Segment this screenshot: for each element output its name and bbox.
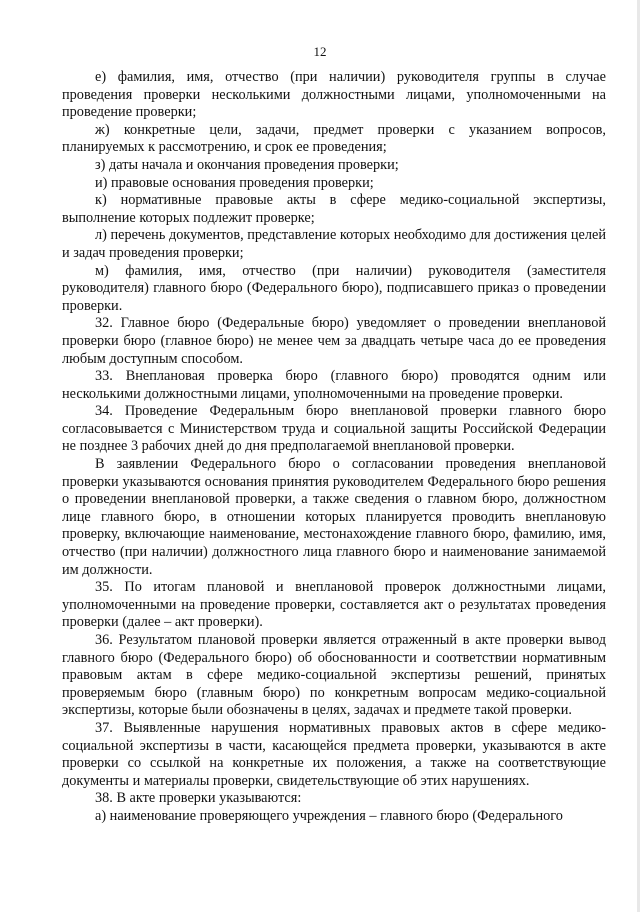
item-m: м) фамилия, имя, отчество (при наличии) руководителя (заместителя руководителя) главного бюро (Федерального бюро), подписавшего приказ о проведении проверки. — [62, 262, 606, 314]
item-e: е) фамилия, имя, отчество (при наличии) руководителя группы в случае проведения проверки несколькими должностными лицами, уполномоченными на проведение проверки; — [62, 69, 606, 121]
clause-37: 37. Выявленные нарушения нормативных правовых актов в сфере медико-социальной экспертизы в части, касающейся предмета проверки, указываются в акте проверки со ссылкой на конкретные их положения, а также на соответствующие документы и материалы проверки, свидетельствующие об этих нарушениях. — [62, 719, 606, 789]
item-zh: ж) конкретные цели, задачи, предмет проверки с указанием вопросов, планируемых к рассмотрению, и срок ее проведения; — [62, 121, 606, 156]
item-i: и) правовые основания проведения проверки; — [95, 174, 374, 191]
clause-38: 38. В акте проверки указываются: — [95, 790, 302, 807]
clause-35: 35. По итогам плановой и внеплановой проверок должностными лицами, уполномоченными на проведение проверки, составляется акт о результатах проведения проверки (далее – акт проверки). — [62, 579, 606, 631]
clause-34-application: В заявлении Федерального бюро о согласовании проведения внеплановой проверки указываются основания принятия руководителем Федерального бюро решения о проведении внеплановой проверки, а также сведения о главном бюро, должностном лице главного бюро, в отношении которых планируется проводить внеплановую проверку, включающие наименование, местонахождение главного бюро, фамилию, имя, отчество (при наличии) должностного лица главного бюро и наименование занимаемой им должности. — [62, 456, 606, 578]
document-body — [62, 69, 606, 826]
clause-33: 33. Внеплановая проверка бюро (главного бюро) проводятся одним или несколькими должностными лицами, уполномоченными на проведение проверки. — [62, 368, 606, 402]
item-z: з) даты начала и окончания проведения проверки; — [95, 156, 399, 173]
clause-38-item-a: а) наименование проверяющего учреждения – главного бюро (Федерального — [95, 807, 563, 824]
clause-34: 34. Проведение Федеральным бюро внеплановой проверки главного бюро согласовывается с Министерством труда и социальной защиты Российской Федерации не позднее 3 рабочих дней до дня предполагаемой внеплановой проверки. — [62, 403, 606, 455]
clause-32: 32. Главное бюро (Федеральные бюро) уведомляет о проведении внеплановой проверки бюро (главное бюро) не менее чем за двадцать четыре часа до ее проведения любым доступным способом. — [62, 315, 606, 367]
item-l: л) перечень документов, представление которых необходимо для достижения целей и задач проведения проверки; — [62, 227, 606, 261]
item-k: к) нормативные правовые акты в сфере медико-социальной экспертизы, выполнение которых подлежит проверке; — [62, 192, 606, 226]
page-number: 12 — [313, 44, 327, 59]
clause-36: 36. Результатом плановой проверки является отраженный в акте проверки вывод главного бюро (Федерального бюро) об обоснованности и соответствии нормативным правовым актам в сфере медико-социальной экспертизы решений, принятых проверяемым бюро (главным бюро) по конкретным вопросам медико-социальной экспертизы, которые были обозначены в целях, задачах и предмете такой проверки. — [62, 632, 606, 719]
